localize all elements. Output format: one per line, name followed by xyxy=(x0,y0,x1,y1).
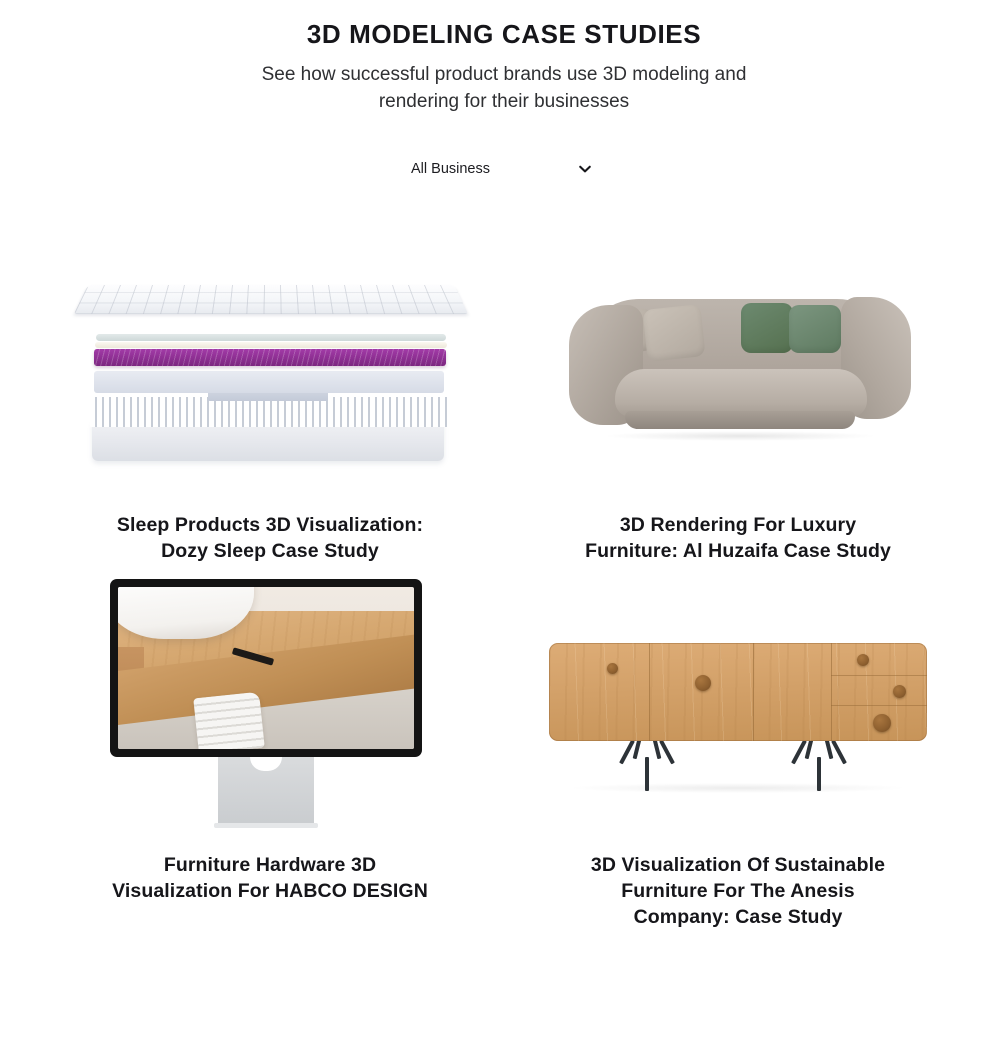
monitor-vanity-illustration xyxy=(36,574,504,834)
case-study-title: Sleep Products 3D Visualization: Dozy Sleep Case Study xyxy=(116,513,424,562)
chevron-down-icon xyxy=(577,161,593,177)
case-study-card[interactable] xyxy=(504,574,972,930)
business-filter-value: All Business xyxy=(411,160,490,177)
case-study-title: Furniture Hardware 3D Visualization For HABCO DESIGN xyxy=(112,854,428,903)
case-study-card[interactable] xyxy=(504,254,972,564)
oak-sideboard-illustration xyxy=(504,574,972,834)
luxury-sofa-illustration xyxy=(504,254,972,484)
mattress-layers-illustration xyxy=(36,254,504,484)
case-study-card[interactable] xyxy=(36,574,504,930)
filter-row xyxy=(0,154,1008,184)
case-study-card[interactable] xyxy=(36,254,504,564)
page-subtitle: See how successful product brands use 3D modeling and rendering for their businesses xyxy=(261,63,747,112)
business-filter-dropdown[interactable] xyxy=(409,154,599,184)
case-studies-grid xyxy=(0,254,1008,931)
case-study-title: 3D Rendering For Luxury Furniture: Al Huzaifa Case Study xyxy=(585,513,891,562)
case-study-title: 3D Visualization Of Sustainable Furniture For The Anesis Company: Case Study xyxy=(590,854,886,929)
page-header xyxy=(0,0,1008,116)
page-title: 3D MODELING CASE STUDIES xyxy=(306,19,702,49)
